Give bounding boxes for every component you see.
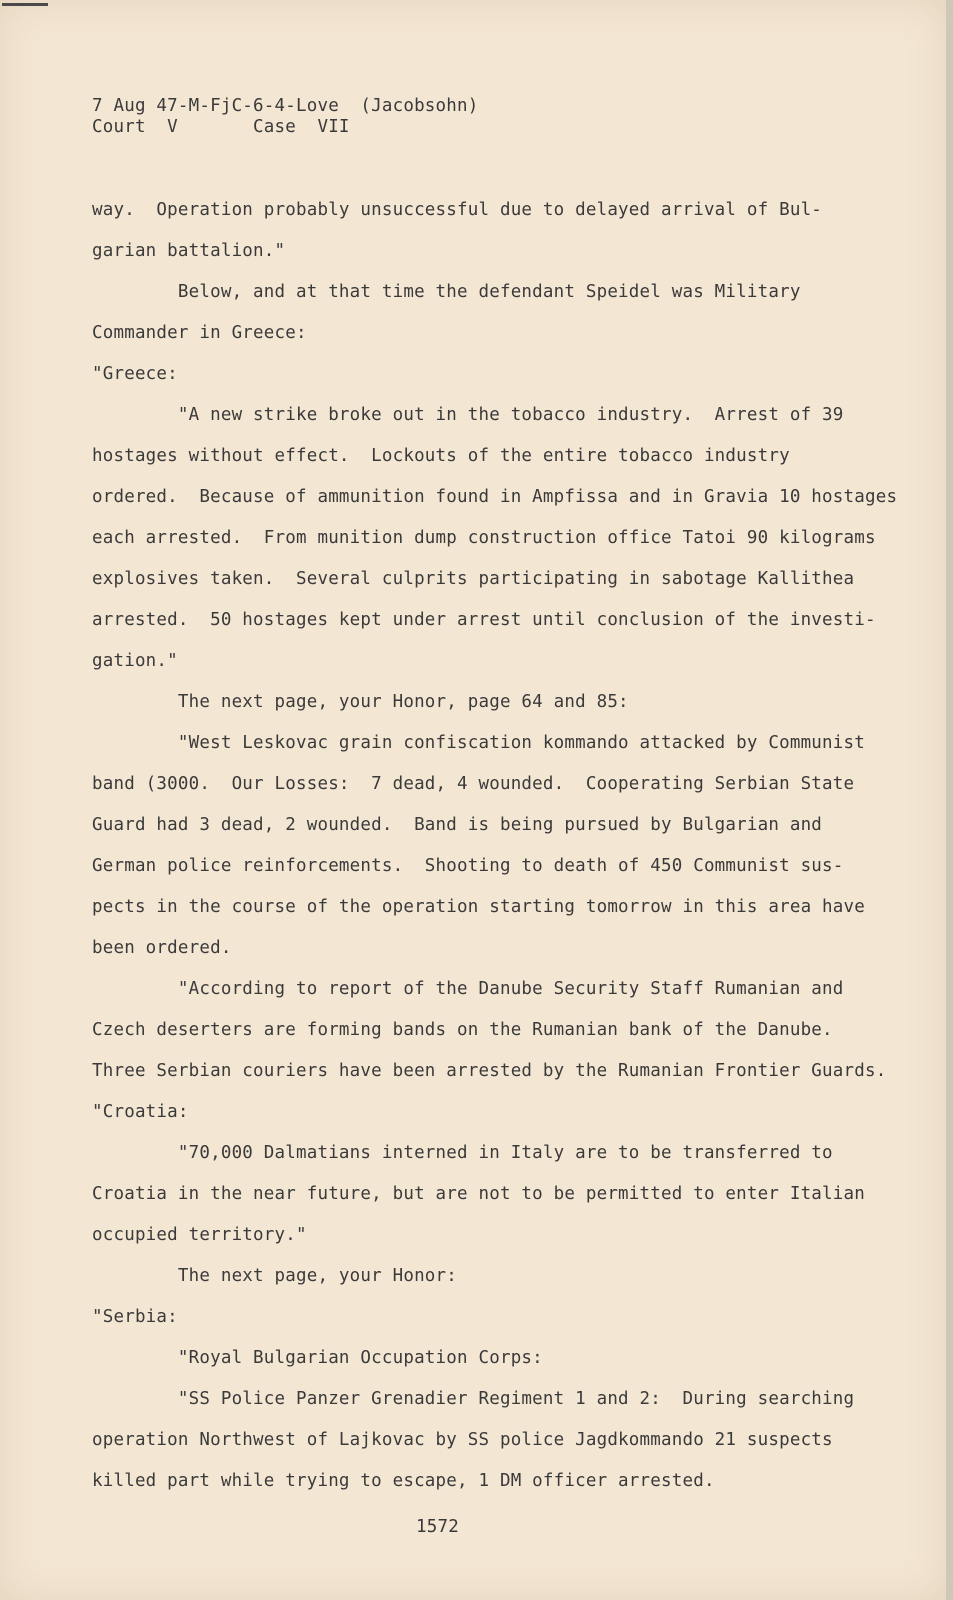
body-line: ordered. Because of ammunition found in Ampfissa and in Gravia 10 hostages — [92, 487, 898, 507]
body-line: Below, and at that time the defendant Speidel was Military — [92, 282, 801, 302]
body-line: hostages without effect. Lockouts of the entire tobacco industry — [92, 446, 790, 466]
body-line: "SS Police Panzer Grenadier Regiment 1 and 2: During searching — [92, 1389, 855, 1409]
body-line: killed part while trying to escape, 1 DM officer arrested. — [92, 1471, 715, 1491]
header-line-1: 7 Aug 47-M-FjC-6-4-Love (Jacobsohn) — [92, 96, 479, 116]
body-line: "70,000 Dalmatians interned in Italy are to be transferred to — [92, 1143, 833, 1163]
body-line: German police reinforcements. Shooting to death of 450 Communist sus- — [92, 856, 844, 876]
body-line: The next page, your Honor, page 64 and 85: — [92, 692, 629, 712]
body-line: "Serbia: — [92, 1307, 178, 1327]
body-line: Czech deserters are forming bands on the Rumanian bank of the Danube. — [92, 1020, 833, 1040]
body-line: "A new strike broke out in the tobacco industry. Arrest of 39 — [92, 405, 844, 425]
ink-mark — [2, 3, 48, 6]
body-line: garian battalion." — [92, 241, 286, 261]
body-line: Three Serbian couriers have been arrested by the Rumanian Frontier Guards. — [92, 1061, 887, 1081]
body-line: operation Northwest of Lajkovac by SS police Jagdkommando 21 suspects — [92, 1430, 833, 1450]
body-line: been ordered. — [92, 938, 232, 958]
page-edge — [946, 0, 953, 1600]
body-line: band (3000. Our Losses: 7 dead, 4 wounded. Cooperating Serbian State — [92, 774, 855, 794]
body-line: each arrested. From munition dump construction office Tatoi 90 kilograms — [92, 528, 876, 548]
body-line: "Royal Bulgarian Occupation Corps: — [92, 1348, 543, 1368]
body-line: arrested. 50 hostages kept under arrest until conclusion of the investi- — [92, 610, 876, 630]
body-line: Commander in Greece: — [92, 323, 307, 343]
body-line: Guard had 3 dead, 2 wounded. Band is being pursued by Bulgarian and — [92, 815, 823, 835]
body-line: "West Leskovac grain confiscation kommando attacked by Communist — [92, 733, 865, 753]
body-line: "Greece: — [92, 364, 178, 384]
header-line-2: Court V Case VII — [92, 117, 350, 137]
body-line: way. Operation probably unsuccessful due to delayed arrival of Bul- — [92, 200, 823, 220]
body-line: Croatia in the near future, but are not to be permitted to enter Italian — [92, 1184, 865, 1204]
body-line: gation." — [92, 651, 178, 671]
body-line: occupied territory." — [92, 1225, 307, 1245]
body-line: pects in the course of the operation starting tomorrow in this area have — [92, 897, 865, 917]
page-number: 1572 — [416, 1517, 459, 1537]
body-line: explosives taken. Several culprits participating in sabotage Kallithea — [92, 569, 855, 589]
body-line: The next page, your Honor: — [92, 1266, 458, 1286]
body-line: "Croatia: — [92, 1102, 189, 1122]
body-line: "According to report of the Danube Security Staff Rumanian and — [92, 979, 844, 999]
